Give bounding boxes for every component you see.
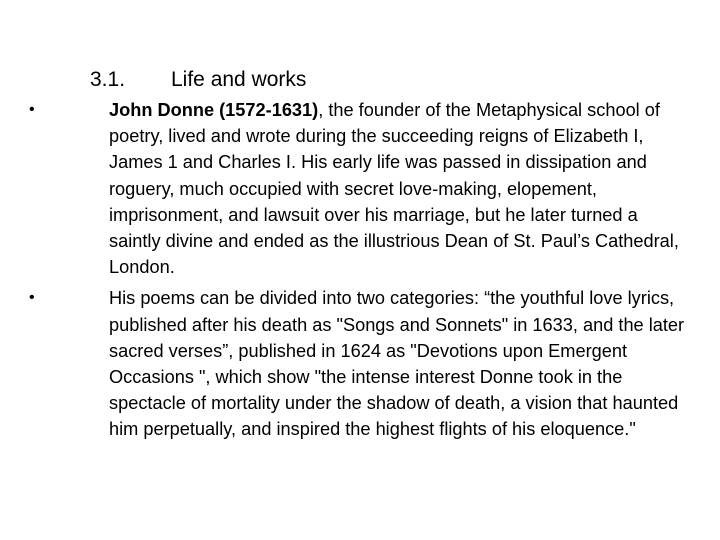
bullet-list: [0, 97, 720, 448]
section-heading: [90, 66, 306, 94]
bullet-item-works: [0, 285, 689, 442]
bullet-dot-icon: •: [29, 289, 35, 307]
section-number: 3.1.: [90, 68, 126, 91]
bullet-item-life: [0, 97, 689, 280]
life-description: , the founder of the Metaphysical school of poetry, lived and wrote during the succeeding reigns of Elizabeth I, James 1 and Charles I. His early life was passed in dissipation and roguery, much occupied with secret love-making, elopement, imprisonment, and lawsuit over his marriage, but he later turned a saintly divine and ended as the illustrious Dean of St. Paul’s Cathedral, London.: [109, 100, 679, 278]
author-name-dates: John Donne (1572-1631): [109, 100, 319, 120]
section-title: Life and works: [171, 68, 307, 91]
bullet-dot-icon: •: [29, 101, 35, 118]
works-description: His poems can be divided into two categories: “the youthful love lyrics, published after his death as "Songs and Sonnets" in 1633, and the later sacred verses”, published in 1624 as "Devotions upon Emergent Occasions ", which show "the intense interest Donne took in the spectacle of mortality under the shadow of death, a vision that haunted him perpetually, and inspired the highest flights of his eloquence.": [109, 288, 685, 440]
